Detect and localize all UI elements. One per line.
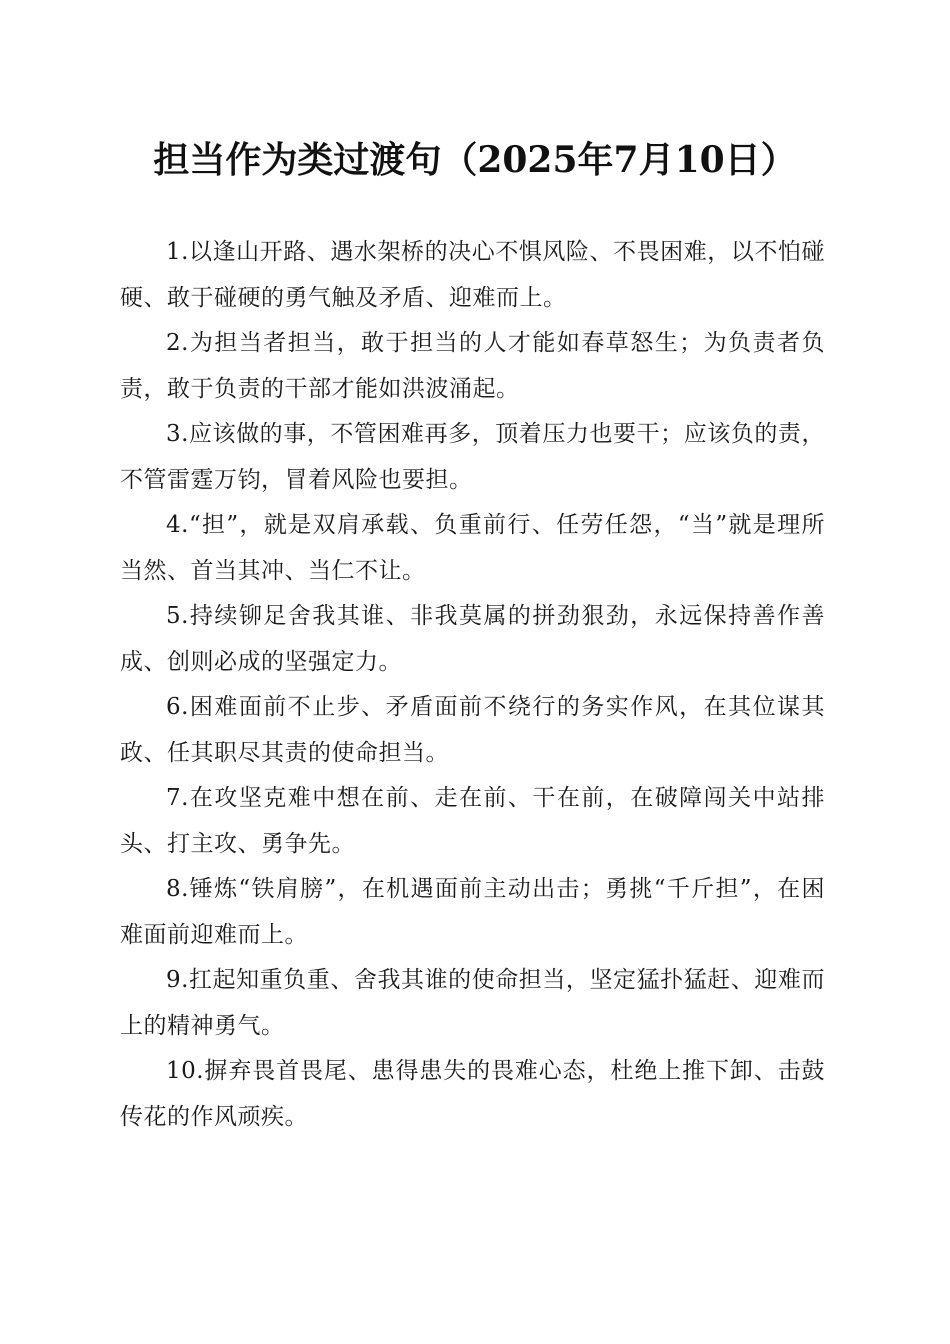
paragraph-10: 10.摒弃畏首畏尾、患得患失的畏难心态，杜绝上推下卸、击鼓传花的作风顽疾。 xyxy=(120,1058,825,1130)
document-body xyxy=(120,230,825,1140)
paragraph-2: 2.为担当者担当，敢于担当的人才能如春草怒生；为负责者负责，敢于负责的干部才能如洪波涌起。 xyxy=(120,330,825,402)
page-title: 担当作为类过渡句（2025年7月10日） xyxy=(153,139,797,181)
paragraph-7: 7.在攻坚克难中想在前、走在前、干在前，在破障闯关中站排头、打主攻、勇争先。 xyxy=(120,785,825,857)
paragraph-8: 8.锤炼“铁肩膀”，在机遇面前主动出击；勇挑“千斤担”，在困难面前迎难而上。 xyxy=(120,876,825,948)
paragraph-6: 6.困难面前不止步、矛盾面前不绕行的务实作风，在其位谋其政、任其职尽其责的使命担当。 xyxy=(120,694,825,766)
paragraph-1: 1.以逢山开路、遇水架桥的决心不惧风险、不畏困难，以不怕碰硬、敢于碰硬的勇气触及矛盾、迎难而上。 xyxy=(120,239,825,311)
paragraph-4: 4.“担”，就是双肩承载、负重前行、任劳任怨，“当”就是理所当然、首当其冲、当仁不让。 xyxy=(120,512,825,584)
paragraph-9: 9.扛起知重负重、舍我其谁的使命担当，坚定猛扑猛赶、迎难而上的精神勇气。 xyxy=(120,967,825,1039)
paragraph-3: 3.应该做的事，不管困难再多，顶着压力也要干；应该负的责，不管雷霆万钧，冒着风险也要担。 xyxy=(120,421,825,493)
paragraph-5: 5.持续铆足舍我其谁、非我莫属的拼劲狠劲，永远保持善作善成、创则必成的坚强定力。 xyxy=(120,603,825,675)
